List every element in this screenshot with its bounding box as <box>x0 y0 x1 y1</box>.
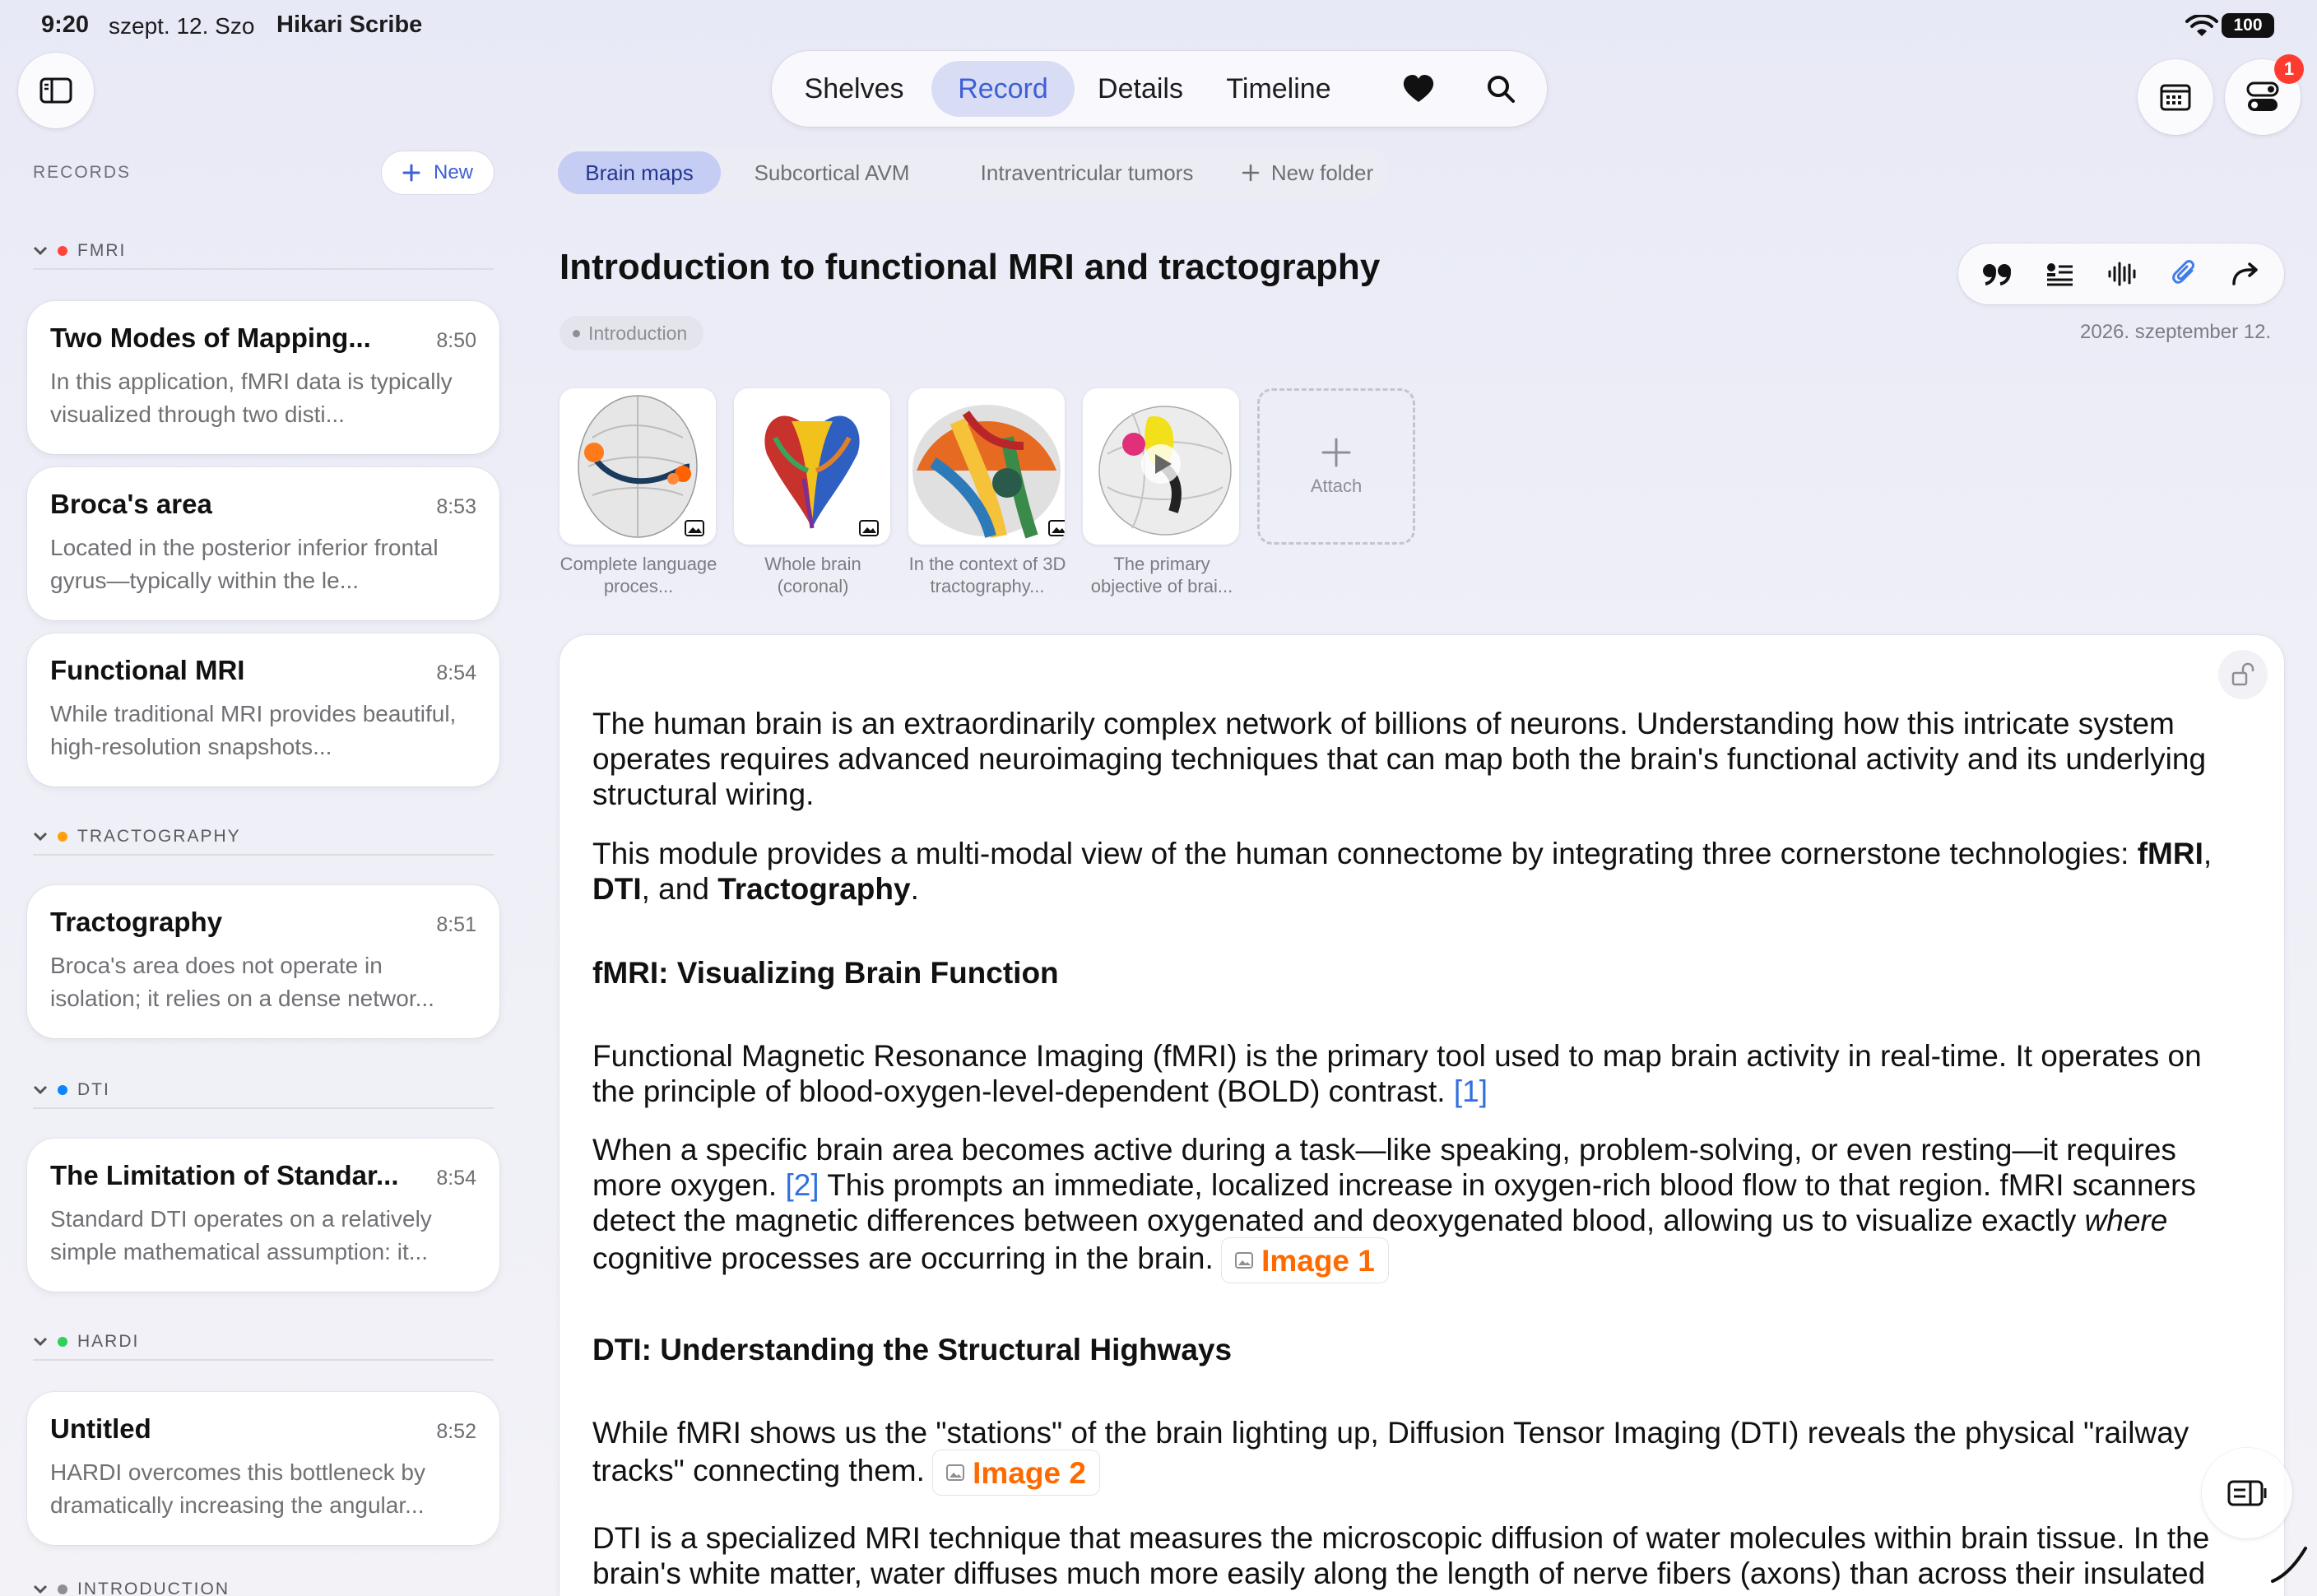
record-card[interactable] <box>27 633 499 786</box>
new-folder-button[interactable] <box>1229 151 1386 194</box>
record-time: 8:54 <box>436 661 476 684</box>
status-time: 9:20 <box>41 12 90 38</box>
paragraph-text: While fMRI shows us the "stations" of the brain lighting up, Diffusion Tensor Imaging (DTI) reveals the physical "railway tracks" connecting them. <box>592 1416 2189 1487</box>
document-date: 2026. szeptember 12. <box>2080 321 2272 343</box>
chevron-down-icon <box>33 1584 48 1594</box>
folder-tab-subcortical-avm[interactable]: Subcortical AVM <box>754 160 910 185</box>
paragraph[interactable]: DTI is a specialized MRI technique that measures the microscopic diffusion of water molecules within brain tissue. In the brain's white matter, water diffuses much more easily along the length of nerve fibers (axons) than across their insulated <box>592 1521 2210 1590</box>
share-button[interactable] <box>2226 255 2264 293</box>
record-card[interactable] <box>27 1392 499 1545</box>
bold-term-dti: DTI <box>592 872 642 906</box>
quote-icon <box>1982 262 2012 285</box>
new-folder-label: New folder <box>1270 160 1374 185</box>
record-title: Untitled <box>50 1413 151 1444</box>
image-badge-icon <box>685 520 704 536</box>
calendar-button[interactable] <box>2138 59 2213 135</box>
new-record-button[interactable] <box>382 151 494 194</box>
nav-tab-details[interactable]: Details <box>1098 72 1183 104</box>
paragraph-text: . <box>910 872 919 906</box>
attach-label: Attach <box>1310 476 1363 496</box>
group-header-tractography[interactable] <box>33 819 494 856</box>
records-header: RECORDS <box>33 163 132 182</box>
lock-toggle-button[interactable] <box>2218 650 2268 699</box>
group-header-introduction[interactable] <box>33 1571 494 1596</box>
attachment-thumbnail[interactable] <box>560 388 716 545</box>
record-preview: While traditional MRI provides beautiful, high-resolution snapshots... <box>50 701 457 759</box>
record-time: 8:52 <box>436 1420 476 1443</box>
bold-term-tractography: Tractography <box>717 872 911 906</box>
group-name: DTI <box>77 1080 110 1099</box>
tag-label: Introduction <box>588 322 688 344</box>
document-tag[interactable] <box>560 316 703 350</box>
wifi-icon <box>2185 15 2218 38</box>
paragraph[interactable] <box>592 836 2246 907</box>
chevron-down-icon <box>33 832 48 842</box>
status-date: szept. 12. Szo <box>109 13 255 39</box>
record-preview: Standard DTI operates on a relatively simple mathematical assumption: it... <box>50 1206 432 1264</box>
record-time: 8:51 <box>436 913 476 936</box>
group-color-dot <box>58 1584 67 1594</box>
image-icon <box>946 1464 964 1481</box>
section-heading-dti[interactable]: DTI: Understanding the Structural Highways <box>592 1333 1233 1366</box>
status-app-name: Hikari Scribe <box>276 12 423 38</box>
waveform-icon <box>2107 261 2137 287</box>
record-time: 8:53 <box>436 495 476 518</box>
tractography-3d-image <box>908 388 1065 545</box>
notification-badge: 1 <box>2274 54 2304 84</box>
attach-button[interactable] <box>1257 388 1415 545</box>
plus-icon <box>1242 164 1260 182</box>
chevron-down-icon <box>33 246 48 256</box>
nav-tab-timeline[interactable]: Timeline <box>1226 72 1331 104</box>
paragraph[interactable] <box>592 1415 2246 1495</box>
paragraph-text: This module provides a multi-modal view of the human connectome by integrating three cornerstone technologies: <box>592 837 2138 870</box>
attachment-thumbnail[interactable] <box>1083 388 1239 545</box>
image-reference-chip[interactable] <box>1222 1238 1388 1283</box>
search-button[interactable] <box>1476 61 1525 117</box>
record-title: Broca's area <box>50 489 212 519</box>
attachment-caption: Complete language proces... <box>560 554 717 596</box>
image-badge-icon <box>1048 520 1065 536</box>
sidebar-right-icon <box>2227 1477 2267 1510</box>
record-card[interactable] <box>27 467 499 620</box>
folder-tab-intraventricular-tumors[interactable]: Intraventricular tumors <box>980 160 1194 185</box>
calendar-icon <box>2160 83 2191 111</box>
plus-icon <box>1320 436 1353 469</box>
attachment-thumbnail[interactable] <box>908 388 1065 545</box>
folder-tabs <box>555 146 1389 199</box>
record-preview: HARDI overcomes this bottleneck by dramatically increasing the angular... <box>50 1459 425 1518</box>
outline-panel-button[interactable] <box>2202 1448 2292 1538</box>
record-preview: Located in the posterior inferior frontal gyrus—typically within the le... <box>50 535 439 593</box>
image-reference-chip[interactable] <box>933 1450 1099 1495</box>
search-icon <box>1485 73 1516 104</box>
paragraph[interactable] <box>592 1038 2246 1109</box>
attachment-button[interactable] <box>2166 255 2203 293</box>
folder-tab-brain-maps[interactable]: Brain maps <box>558 151 721 194</box>
favorites-button[interactable] <box>1394 61 1443 117</box>
attachment-caption: Whole brain (coronal) <box>764 554 861 596</box>
paragraph-text: cognitive processes are occurring in the brain. <box>592 1241 1223 1275</box>
bold-term-fmri: fMRI <box>2137 837 2203 870</box>
top-navigation <box>772 51 1547 127</box>
record-title: Tractography <box>50 907 223 937</box>
group-color-dot <box>58 1337 67 1347</box>
paragraph[interactable]: The human brain is an extraordinarily complex network of billions of neurons. Understanding how this intricate system operates requires advanced neuroimaging techniques that can map both the brain's functional activity and its underlying structural wiring. <box>592 707 2207 811</box>
group-name: INTRODUCTION <box>77 1580 230 1596</box>
record-title: Functional MRI <box>50 655 245 685</box>
record-preview: Broca's area does not operate in isolation; it relies on a dense networ... <box>50 953 434 1011</box>
group-header-fmri[interactable] <box>33 234 494 270</box>
document-title[interactable]: Introduction to functional MRI and tractography <box>560 247 1381 287</box>
image-reference-label: Image 1 <box>1261 1243 1375 1278</box>
paragraph-text: When a specific brain area becomes active during a task—like speaking, problem-solving, or even resting—it requires more oxygen. <box>592 1133 2176 1202</box>
paragraph-text: This prompts an immediate, localized increase in oxygen-rich blood flow to that region. fMRI scanners detect the magnetic differences between oxygenated and deoxygenated blood, allowing us to visualize exactly <box>592 1168 2196 1237</box>
record-time: 8:50 <box>436 329 476 352</box>
attachment-caption: The primary objective of brai... <box>1090 554 1233 596</box>
paperclip-icon <box>2172 259 2197 289</box>
attachment-caption: In the context of 3D tractography... <box>908 554 1066 596</box>
audio-button[interactable] <box>2103 255 2141 293</box>
group-name: HARDI <box>77 1332 140 1351</box>
nav-tab-record[interactable]: Record <box>931 61 1075 117</box>
group-color-dot <box>58 832 67 842</box>
chevron-down-icon <box>33 1337 48 1347</box>
image-icon <box>1235 1252 1253 1269</box>
new-record-label: New <box>433 161 473 183</box>
record-title: Two Modes of Mapping... <box>50 322 371 353</box>
citation-link[interactable]: [1] <box>1453 1074 1488 1108</box>
nav-tab-shelves[interactable]: Shelves <box>804 72 904 104</box>
chevron-down-icon <box>33 1085 48 1095</box>
group-color-dot <box>58 1085 67 1095</box>
document-toolbar <box>1958 244 2284 304</box>
group-name: TRACTOGRAPHY <box>77 827 241 846</box>
format-list-button[interactable] <box>2041 255 2078 293</box>
record-time: 8:54 <box>436 1167 476 1190</box>
quote-button[interactable] <box>1978 255 2016 293</box>
group-name: FMRI <box>77 241 127 260</box>
emphasis-text: where <box>2084 1204 2168 1237</box>
record-card[interactable] <box>27 885 499 1038</box>
image-badge-icon <box>859 520 879 536</box>
forward-arrow-icon <box>2231 262 2259 286</box>
paragraph-text: , <box>2203 837 2213 870</box>
pencil-indicator-icon <box>2268 1543 2309 1584</box>
toggles-icon <box>2246 81 2279 113</box>
record-card[interactable] <box>27 1139 499 1292</box>
plus-icon <box>402 164 420 182</box>
battery-icon: 100 <box>2222 13 2274 38</box>
list-card-icon <box>2045 262 2074 286</box>
group-color-dot <box>58 246 67 256</box>
group-header-hardi[interactable] <box>33 1325 494 1361</box>
sidebar-toggle-button[interactable] <box>18 53 94 128</box>
tag-dot <box>573 330 580 337</box>
paragraph[interactable] <box>592 1132 2246 1283</box>
heart-icon <box>1402 74 1435 104</box>
record-card[interactable] <box>27 301 499 454</box>
group-header-dti[interactable] <box>33 1073 494 1109</box>
brain-objective-video <box>1083 388 1239 545</box>
image-reference-label: Image 2 <box>973 1455 1086 1490</box>
attachment-thumbnail[interactable] <box>734 388 890 545</box>
paragraph-text: , and <box>641 872 718 906</box>
record-title: The Limitation of Standar... <box>50 1160 399 1190</box>
record-preview: In this application, fMRI data is typically visualized through two disti... <box>50 369 453 427</box>
citation-link[interactable]: [2] <box>785 1168 820 1202</box>
sidebar-icon <box>39 77 72 104</box>
unlock-icon <box>2231 662 2255 687</box>
paragraph-text: Functional Magnetic Resonance Imaging (fMRI) is the primary tool used to map brain activity in real-time. It operates on the principle of blood-oxygen-level-dependent (BOLD) contrast. <box>592 1039 2202 1108</box>
section-heading-fmri[interactable]: fMRI: Visualizing Brain Function <box>592 956 1059 990</box>
